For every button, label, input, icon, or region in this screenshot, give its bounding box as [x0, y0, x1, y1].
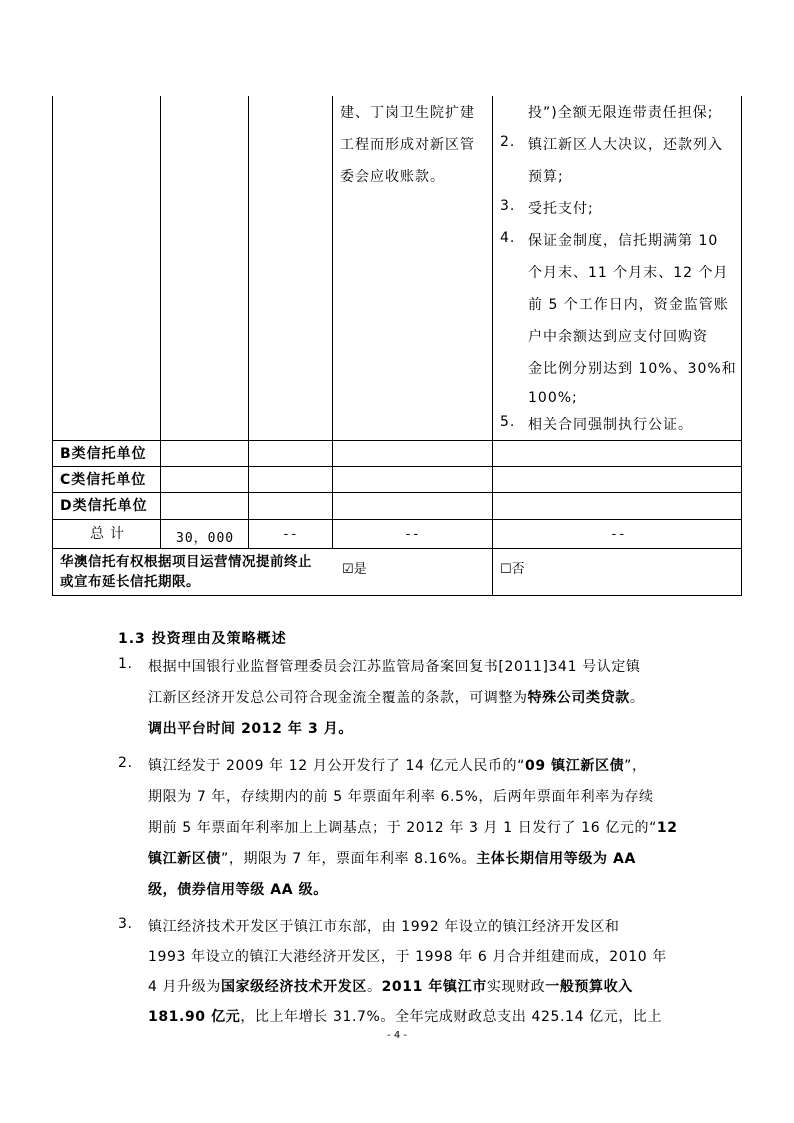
yes-label: 是: [353, 562, 367, 577]
row-label-c: [60, 473, 146, 487]
col4-line: 建、丁岗卫生院扩建: [340, 105, 475, 121]
list-item-number: 2.: [500, 134, 516, 150]
unchecked-box-icon: ☐: [500, 562, 512, 577]
list-item-text: 100%;: [528, 390, 578, 406]
page-number: - 4 -: [387, 1030, 407, 1041]
paragraph-number: 3.: [118, 916, 133, 932]
bold-text: 一般预算收入: [545, 979, 633, 995]
bold-text: 特殊公司类贷款: [527, 690, 630, 706]
row-label: 类信托单位: [71, 446, 147, 462]
bold-text: 主体长期信用等级为 AA: [476, 851, 636, 867]
text-run: 期前 5 年票面年利率加上上调基点；于 2012 年 3 月 1 日发行了 16 亿元的“: [148, 820, 657, 836]
text-run: ，比上年增长 31.7%。全年完成财政总支出 425.14 亿元，比上: [240, 1009, 663, 1025]
bold-text: 2011 年镇江市: [381, 979, 487, 995]
text-run: 。: [629, 690, 645, 706]
bold-text: 国家级经济技术开发区: [220, 979, 367, 995]
list-item-text: 镇江新区人大决议，还款列入: [528, 137, 723, 153]
text-run: ”，: [624, 758, 647, 774]
section-title: 投资理由及策略概述: [151, 631, 287, 647]
text-run: 根据中国银行业监督管理委员会江苏监管局备案回复书[2011]341 号认定镇: [148, 659, 641, 675]
trust-table: [52, 96, 742, 596]
row-letter: B: [60, 446, 72, 462]
list-item-text: 相关合同强制执行公证。: [528, 417, 693, 433]
list-item-text: 预算;: [528, 169, 564, 185]
list-item-number: 4.: [500, 230, 516, 246]
text-run: 期限为 7 年，存续期内的前 5 年票面年利率 6.5%，后两年票面年利率为存续: [148, 789, 654, 805]
total-amount: 30，000: [176, 531, 235, 546]
list-item-text: 保证金制度，信托期满第 10: [528, 233, 719, 249]
text-run: ”，期限为 7 年，票面年利率 8.16%。: [221, 851, 477, 867]
text-run: 4 月升级为: [148, 979, 221, 995]
row-label: 类信托单位: [71, 472, 147, 488]
text-run: 实现财政: [486, 979, 546, 995]
total-col3: --: [282, 527, 298, 542]
paragraph-line: [148, 718, 353, 738]
total-col5: --: [610, 527, 626, 542]
paragraph-number: 2.: [118, 755, 133, 771]
paragraph-line: [148, 976, 633, 996]
list-item-text: 金比例分别达到 10%、30%和: [528, 361, 737, 377]
total-col4: --: [404, 527, 420, 542]
bold-text: 调出平台时间 2012 年 3 月。: [148, 721, 354, 737]
list-item-text: 前 5 个工作日内，资金监管账: [528, 297, 729, 313]
row-label-d: [60, 499, 148, 513]
list-item-number: 3.: [500, 198, 516, 214]
row-letter: D: [60, 498, 73, 514]
yes-checkbox[interactable]: [342, 563, 367, 577]
row-label-b: [60, 447, 147, 461]
bold-text: 12: [656, 820, 678, 836]
list-item-text: 户中余额达到应支付回购资: [528, 329, 708, 345]
text-run: 1993 年设立的镇江大港经济开发区，于 1998 年 6 月合并组建而成，2010 年: [148, 949, 667, 965]
section-number: 1.3: [118, 631, 146, 647]
paragraph-line: [148, 687, 644, 707]
paragraph-line: [148, 817, 678, 837]
list-item-number: 5.: [500, 414, 516, 430]
list-item-text: 投”)全额无限连带责任担保;: [528, 105, 714, 121]
list-item-text: 个月末、11 个月末、12 个月: [528, 265, 729, 281]
paragraph-line: [148, 656, 641, 676]
termination-label-line2: 或宣布延长信托期限。: [60, 574, 200, 590]
paragraph-line: [148, 946, 667, 966]
bold-text: 镇江新区债: [148, 851, 221, 867]
row-letter: C: [60, 472, 72, 488]
bold-text: 181.90 亿元: [148, 1009, 241, 1025]
total-label: 总计: [90, 526, 130, 542]
no-label: 否: [511, 562, 525, 577]
bold-text: 级，债券信用等级 AA 级。: [148, 882, 328, 898]
col4-line: 工程而形成对新区管: [340, 137, 475, 153]
text-run: 镇江经发于 2009 年 12 月公开发行了 14 亿元人民币的“: [148, 758, 526, 774]
list-item-text: 受托支付;: [528, 201, 594, 217]
text-run: 。: [366, 979, 382, 995]
text-run: 镇江经济技术开发区于镇江市东部，由 1992 年设立的镇江经济开发区和: [148, 919, 620, 935]
paragraph-line: [148, 879, 328, 899]
paragraph-line: [148, 755, 647, 775]
bold-text: 09 镇江新区债: [525, 758, 625, 774]
row-label: 类信托单位: [72, 498, 148, 514]
col4-line: 委会应收账款。: [340, 169, 445, 185]
paragraph-number: 1.: [118, 656, 133, 672]
paragraph-line: [148, 786, 654, 806]
section-heading: [118, 628, 287, 648]
paragraph-line: [148, 1006, 662, 1026]
text-run: 江新区经济开发总公司符合现金流全覆盖的条款，可调整为: [148, 690, 528, 706]
checked-box-icon: ☑: [342, 562, 354, 577]
paragraph-line: [148, 848, 636, 868]
paragraph-line: [148, 916, 620, 936]
no-checkbox[interactable]: [500, 563, 525, 577]
termination-label-line1: 华澳信托有权根据项目运营情况提前终止: [60, 554, 312, 570]
